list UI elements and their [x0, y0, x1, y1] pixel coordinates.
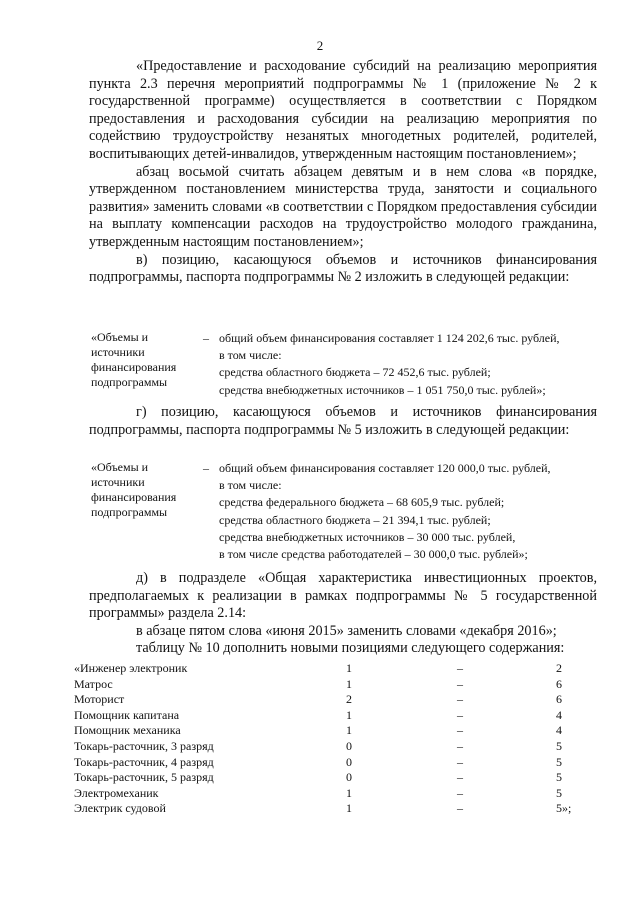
- position-value-a: 1: [346, 785, 352, 800]
- table-row: [74, 755, 574, 771]
- position-value-b: 5: [556, 754, 562, 769]
- position-value-b: 2: [556, 661, 562, 675]
- position-dash: –: [457, 785, 463, 800]
- body-text-d: [89, 570, 597, 658]
- paragraph-abzac-pyatyy: в абзаце пятом слова «июня 2015» заменить словами «декабря 2016»;: [136, 622, 557, 639]
- position-name: «Инженер электроник: [74, 661, 188, 675]
- passport-2-dash: –: [203, 461, 209, 475]
- passport-1-line: средства внебюджетных источников – 1 051 750,0 тыс. рублей»;: [219, 382, 546, 397]
- table-row: [74, 786, 574, 802]
- position-value-a: 1: [346, 707, 352, 722]
- paragraph-abzac: абзац восьмой считать абзацем девятым и в нем слова «в порядке, утвержденном постановлением министерства труда, занятости и социального развития» заменить словами «в соответствии с Порядком предоставления субсидии на выплату компенсации расходов на трудоустройство молодого гражданина, утвержденным настоящим постановлением»;: [89, 163, 597, 250]
- paragraph-subsidies: «Предоставление и расходование субсидий на реализацию мероприятия пункта 2.3 перечня мероприятий подпрограммы № 1 (приложение № 2 к государственной программе) осуществляется в соответствии с Порядком предоставления и расходования субсидии на реализацию мероприятия по содействию трудоустройству незанятых многодетных родителей, родителей, воспитывающих детей-инвалидов, утвержденным настоящим постановлением»;: [89, 58, 597, 162]
- position-dash: –: [457, 661, 463, 675]
- position-value-a: 2: [346, 692, 352, 707]
- paragraph-v: в) позицию, касающуюся объемов и источников финансирования подпрограммы, паспорта подпрограммы № 2 изложить в следующей редакции:: [89, 251, 597, 286]
- body-text-top: [89, 58, 597, 287]
- page-number: 2: [316, 38, 324, 53]
- position-value-b: 6: [556, 676, 562, 691]
- position-dash: –: [457, 754, 463, 769]
- position-value-a: 1: [346, 723, 352, 738]
- position-name: Токарь-расточник, 3 разряд: [74, 738, 214, 753]
- passport-1-lines: [219, 330, 604, 399]
- position-dash: –: [457, 723, 463, 738]
- position-name: Помощник капитана: [74, 707, 180, 722]
- table-row: [74, 661, 574, 677]
- position-value-a: 1: [346, 661, 352, 675]
- position-name: Токарь-расточник, 5 разряд: [74, 770, 214, 785]
- passport-1-line: общий объем финансирования составляет 1 124 202,6 тыс. рублей,: [219, 331, 560, 345]
- passport-1-dash: –: [203, 331, 209, 345]
- position-name: Матрос: [74, 676, 113, 691]
- passport-2-line: средства областного бюджета – 21 394,1 тыс. рублей;: [219, 512, 491, 527]
- table-row: [74, 801, 574, 817]
- passport-2-line: в том числе средства работодателей – 30 000,0 тыс. рублей»;: [219, 547, 528, 562]
- position-value-a: 0: [346, 738, 352, 753]
- passport-1-label: «Объемы и источники финансирования подпрограммы: [91, 330, 177, 389]
- passport-1-line: средства областного бюджета – 72 452,6 тыс. рублей;: [219, 365, 491, 380]
- table-row: [74, 692, 574, 708]
- passport-1-line: в том числе:: [219, 348, 282, 363]
- position-value-b: 4: [556, 707, 562, 722]
- position-value-b: 5»;: [556, 801, 572, 816]
- position-value-b: 4: [556, 723, 562, 738]
- position-value-a: 0: [346, 770, 352, 785]
- passport-2-line: средства федерального бюджета – 68 605,9 тыс. рублей;: [219, 495, 505, 510]
- position-dash: –: [457, 676, 463, 691]
- position-value-a: 1: [346, 801, 352, 816]
- position-value-b: 5: [556, 738, 562, 753]
- position-dash: –: [457, 707, 463, 722]
- paragraph-d: д) в подразделе «Общая характеристика инвестиционных проектов, предполагаемых к реализации в рамках подпрограммы № 5 государственной программы» раздела 2.14:: [89, 570, 597, 622]
- position-value-b: 6: [556, 692, 562, 707]
- passport-2-line: общий объем финансирования составляет 120 000,0 тыс. рублей,: [219, 461, 551, 475]
- passport-2-label: «Объемы и источники финансирования подпрограммы: [91, 460, 177, 519]
- position-name: Токарь-расточник, 4 разряд: [74, 754, 214, 769]
- passport-2-line: средства внебюджетных источников – 30 000 тыс. рублей,: [219, 529, 516, 544]
- position-name: Помощник механика: [74, 723, 181, 738]
- position-dash: –: [457, 738, 463, 753]
- position-dash: –: [457, 770, 463, 785]
- position-value-b: 5: [556, 770, 562, 785]
- position-value-a: 0: [346, 754, 352, 769]
- paragraph-g: г) позицию, касающуюся объемов и источников финансирования подпрограммы, паспорта подпрограммы № 5 изложить в следующей редакции:: [89, 404, 597, 438]
- table-row: [74, 723, 574, 739]
- position-name: Моторист: [74, 692, 125, 707]
- table-row: [74, 739, 574, 755]
- body-text-g: [89, 404, 597, 439]
- position-dash: –: [457, 692, 463, 707]
- position-name: Электрик судовой: [74, 801, 166, 816]
- table-row: [74, 677, 574, 693]
- table-row: [74, 770, 574, 786]
- position-value-b: 5: [556, 785, 562, 800]
- position-name: Электромеханик: [74, 785, 159, 800]
- position-value-a: 1: [346, 676, 352, 691]
- positions-table: [74, 661, 574, 817]
- position-dash: –: [457, 801, 463, 816]
- passport-2-line: в том числе:: [219, 478, 282, 493]
- paragraph-table-10: таблицу № 10 дополнить новыми позициями следующего содержания:: [136, 640, 565, 657]
- table-row: [74, 708, 574, 724]
- passport-2-lines: [219, 460, 604, 563]
